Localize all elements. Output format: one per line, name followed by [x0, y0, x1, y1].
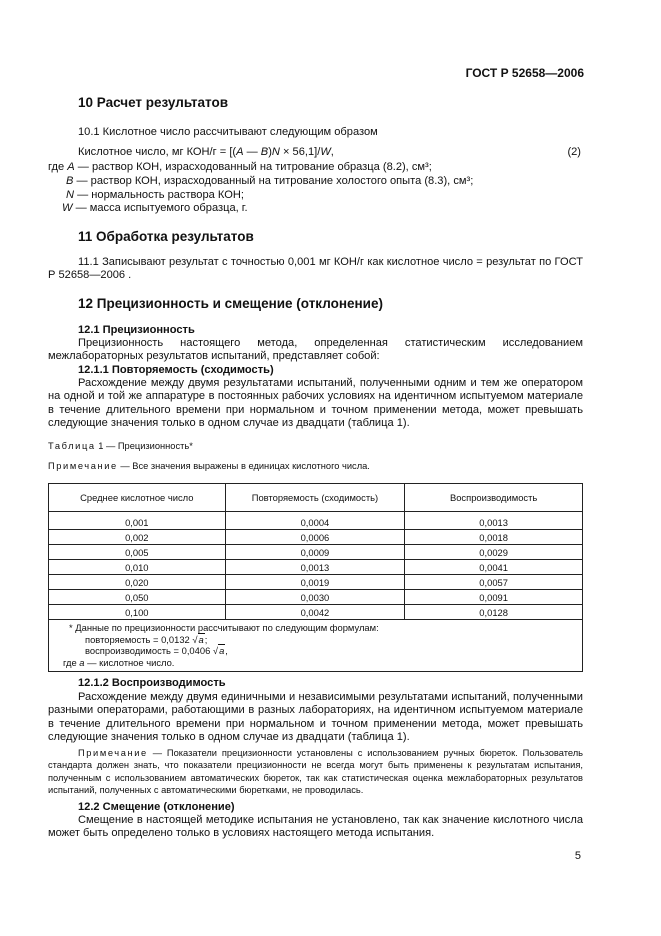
subsection-12-2-heading: 12.2 Смещение (отклонение) — [78, 801, 235, 813]
section-10-heading: 10 Расчет результатов — [78, 95, 229, 110]
subsection-12-2-text: Смещение в настоящей методике испытания не установлено, так как значение кислотного числа может быть определено только в условиях настоящего метода испытания. — [48, 814, 583, 840]
table-cell: 0,0018 — [405, 530, 583, 545]
table-cell: 0,0041 — [405, 560, 583, 575]
precision-note: Примечание — Показатели прецизионности установлены с использованием ручных бюреток. Пользователь стандарта должен знать, что показатели прецизионности не всегда могут быть применены к результатам испытания, полученным с использованием автоматических бюреток, так как статистическая оценка межлабораторных результатов испытаний, полученных с автоматическими бюретками, не проводилась. — [48, 748, 583, 796]
table-cell: 0,0013 — [405, 512, 583, 530]
precision-table — [48, 483, 583, 672]
section-11-heading: 11 Обработка результатов — [78, 229, 254, 244]
table-row — [49, 545, 583, 560]
table-footnote — [49, 620, 583, 672]
table-cell: 0,0029 — [405, 545, 583, 560]
table-cell: 0,050 — [49, 590, 226, 605]
table-cell: 0,0042 — [225, 605, 405, 620]
table-cell: 0,0128 — [405, 605, 583, 620]
definition-A: где A — раствор КОН, израсходованный на титрование образца (8.2), см³; — [48, 161, 432, 173]
table-row — [49, 560, 583, 575]
footnote-repeatability-formula: повторяемость = 0,0132 √a; — [85, 633, 208, 645]
table-row — [49, 530, 583, 545]
footnote-reproducibility-formula: воспроизводимость = 0,0406 √a, — [85, 645, 228, 657]
definition-N: N — нормальность раствора КОН; — [66, 189, 244, 201]
clause-12-1-2-text: Расхождение между двумя единичными и независимыми результатами испытаний, полученными разными операторами, работающими в разных лабораториях, на идентичном испытуемом материале в течение длительного времени при нормальном и точном применении метода, может превышать следующие значения только в одном случае из двадцати (таблица 1). — [48, 691, 583, 744]
table-caption: Таблица 1 — Прецизионность* — [48, 441, 193, 451]
table-cell: 0,001 — [49, 512, 226, 530]
subsection-12-1-text: Прецизионность настоящего метода, определенная статистическим исследованием межлабораторных результатов испытаний, представляет собой: — [48, 337, 583, 363]
table-cell: 0,100 — [49, 605, 226, 620]
clause-12-1-2-heading: 12.1.2 Воспроизводимость — [78, 677, 226, 689]
table-cell: 0,0004 — [225, 512, 405, 530]
table-row — [49, 605, 583, 620]
table-header-row — [49, 484, 583, 512]
definition-B: B — раствор КОН, израсходованный на титрование холостого опыта (8.3), см³; — [66, 175, 474, 187]
table-cell: 0,0009 — [225, 545, 405, 560]
sqrt-symbol: √a — [192, 633, 204, 645]
column-header: Повторяемость (сходимость) — [225, 484, 405, 512]
table-cell: 0,0030 — [225, 590, 405, 605]
clause-12-1-1-heading: 12.1.1 Повторяемость (сходимость) — [78, 364, 274, 376]
table-cell: 0,0006 — [225, 530, 405, 545]
column-header: Среднее кислотное число — [49, 484, 226, 512]
table-cell: 0,0091 — [405, 590, 583, 605]
table-row — [49, 590, 583, 605]
table-footnote-row — [49, 620, 583, 672]
clause-12-1-1-text: Расхождение между двумя результатами испытаний, полученными одним и тем же оператором на одной и той же аппаратуре в постоянных рабочих условиях на идентичном испытуемом материале в течение длительного времени при нормальном и точном применении метода, может превышать следующие значения только в одном случае из двадцати (таблица 1). — [48, 377, 583, 430]
footnote-intro: * Данные по прецизионности рассчитывают по следующим формулам: — [69, 622, 379, 633]
table-cell: 0,0019 — [225, 575, 405, 590]
subsection-12-1-heading: 12.1 Прецизионность — [78, 324, 195, 336]
sqrt-symbol: √a — [212, 645, 225, 657]
table-row — [49, 512, 583, 530]
table-note: Примечание — Все значения выражены в единицах кислотного числа. — [48, 461, 370, 471]
table-cell: 0,0057 — [405, 575, 583, 590]
column-header: Воспроизводимость — [405, 484, 583, 512]
table-cell: 0,020 — [49, 575, 226, 590]
section-12-heading: 12 Прецизионность и смещение (отклонение) — [78, 296, 383, 311]
equation-number: (2) — [567, 146, 581, 158]
formula-acid-number: Кислотное число, мг КОН/г = [(A — B)N × 56,1]/W, — [78, 146, 334, 158]
clause-11-1: 11.1 Записывают результат с точностью 0,001 мг КОН/г как кислотное число = результат по ГОСТ Р 52658—2006 . — [48, 256, 583, 282]
table-cell: 0,0013 — [225, 560, 405, 575]
table-cell: 0,005 — [49, 545, 226, 560]
footnote-where: где a — кислотное число. — [63, 656, 175, 668]
table-cell: 0,002 — [49, 530, 226, 545]
page-number: 5 — [574, 850, 581, 862]
document-code: ГОСТ Р 52658—2006 — [465, 66, 584, 80]
table-row — [49, 575, 583, 590]
definition-W: W — масса испытуемого образца, г. — [62, 202, 248, 214]
table-cell: 0,010 — [49, 560, 226, 575]
clause-10-1: 10.1 Кислотное число рассчитывают следующим образом — [78, 126, 378, 138]
